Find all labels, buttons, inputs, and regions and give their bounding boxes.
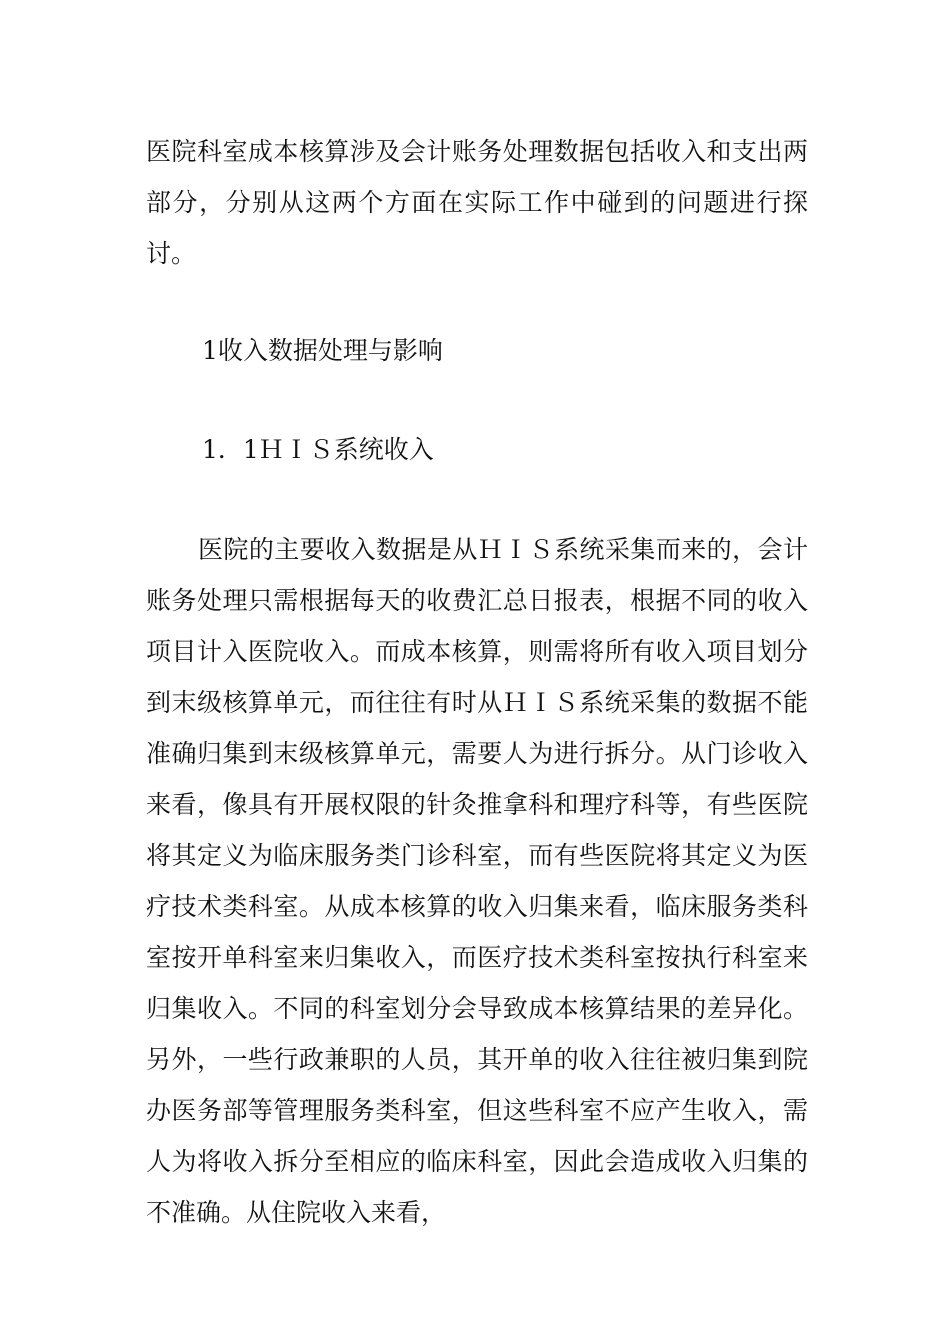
intro-paragraph: 医院科室成本核算涉及会计账务处理数据包括收入和支出两部分，分别从这两个方面在实际工作中碰到的问题进行探讨。 [146, 137, 808, 268]
subsection-heading: 1．1ＨＩＳ系统收入 [202, 435, 434, 464]
section-heading: 1收入数据处理与影响 [202, 336, 443, 365]
body-paragraph: 医院的主要收入数据是从ＨＩＳ系统采集而来的，会计账务处理只需根据每天的收费汇总日报表，根据不同的收入项目计入医院收入。而成本核算，则需将所有收入项目划分到末级核算单元，而往往有时从ＨＩＳ系统采集的数据不能准确归集到末级核算单元，需要人为进行拆分。从门诊收入来看，像具有开展权限的针灸推拿科和理疗科等，有些医院将其定义为临床服务类门诊科室，而有些医院将其定义为医疗技术类科室。从成本核算的收入归集来看，临床服务类科室按开单科室来归集收入，而医疗技术类科室按执行科室来归集收入。不同的科室划分会导致成本核算结果的差异化。另外，一些行政兼职的人员，其开单的收入往往被归集到院办医务部等管理服务类科室，但这些科室不应产生收入，需人为将收入拆分至相应的临床科室，因此会造成收入归集的不准确。从住院收入来看， [146, 535, 808, 1227]
